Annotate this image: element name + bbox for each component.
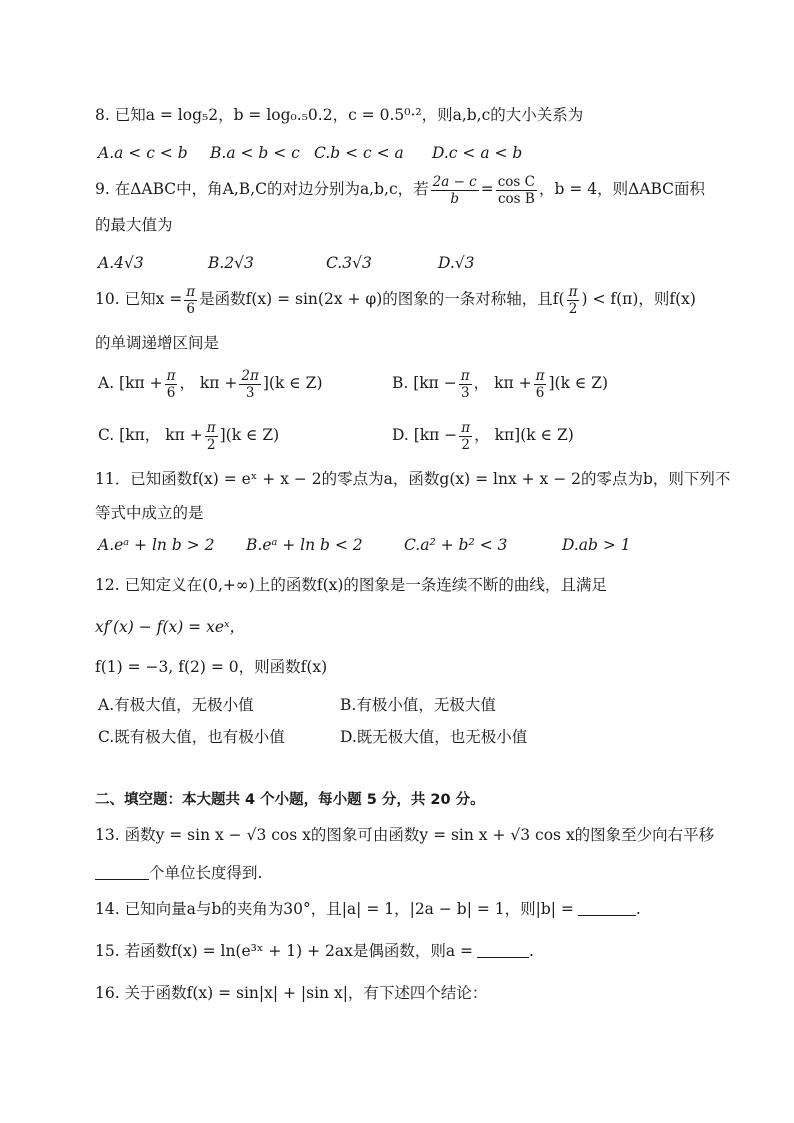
- q12-line3: f(1) = −3, f(2) = 0，则函数f(x): [95, 658, 328, 676]
- q12-option-b: B.有极小值，无极大值: [340, 696, 496, 714]
- section2-title: 二、填空题：: [95, 792, 182, 808]
- q14-blank[interactable]: [578, 915, 636, 916]
- q14-line: 14. 已知向量a与b的夹角为30°，且|a| = 1，|2a − b| = 1，则|b| = .: [95, 900, 641, 918]
- q9-fraction-2: $\frac{\text{cos C}}{\text{cos B}}$: [497, 173, 535, 207]
- q9-stem: [95, 172, 705, 207]
- q12-line2: xf′(x) − f(x) = xeˣ，: [95, 618, 246, 636]
- q11-option-a: A.eᵃ + ln b > 2: [98, 536, 215, 554]
- q8-option-c: C.b < c < a: [314, 144, 404, 162]
- q9-equals: =: [480, 180, 494, 198]
- section2-desc: 本大题共 4 个小题，每小题 5 分，共 20 分。: [182, 792, 485, 808]
- q10-fraction-2: $\frac{\pi}{2}$: [568, 283, 578, 317]
- q13-blank[interactable]: [95, 879, 149, 880]
- q12-option-c: C.既有极大值，也有极小值: [98, 728, 285, 746]
- q8-stem: 8. 已知a = log₅2，b = log₀.₅0.2，c = 0.5⁰·²，则a,b,c的大小关系为: [95, 106, 584, 124]
- q11-option-c: C.a² + b² < 3: [404, 536, 508, 554]
- q12-option-a: A.有极大值，无极小值: [98, 696, 254, 714]
- q10-stem: 10. 已知x = $\frac{\pi}{6}$ 是函数f(x) = sin(2x + φ)的图象的一条对称轴，且f( $\frac{\pi}{2}$ ) < f(π)，则f(x): [95, 283, 696, 317]
- q9-option-c: C.3√3: [326, 254, 372, 272]
- q10-line2: 的单调递增区间是: [95, 334, 220, 352]
- q15-blank[interactable]: [477, 957, 529, 958]
- q11-line1: 11．已知函数f(x) = eˣ + x − 2的零点为a，函数g(x) = lnx + x − 2的零点为b，则下列不: [95, 470, 731, 488]
- q10-fraction-1: $\frac{\pi}{6}$: [186, 283, 196, 317]
- q11-option-d: D.ab > 1: [562, 536, 631, 554]
- q13-line1: 13. 函数y = sin x − √3 cos x的图象可由函数y = sin x + √3 cos x的图象至少向右平移: [95, 826, 715, 844]
- q13-line2: 个单位长度得到.: [95, 862, 262, 884]
- q8-option-b: B.a < b < c: [210, 144, 300, 162]
- q9-option-a: A.4√3: [98, 254, 144, 272]
- q9-fraction-1: $\frac{2a - c}{b}$: [432, 173, 477, 207]
- q9-option-b: B.2√3: [208, 254, 254, 272]
- q11-option-b: B.eᵃ + ln b < 2: [246, 536, 363, 554]
- q10-option-b: B. [kπ − $\frac{\pi}{3}$ ， kπ + $\frac{\pi}{6}$ ](k ∈ Z): [392, 367, 609, 401]
- q8-option-d: D.c < a < b: [432, 144, 523, 162]
- q9-suffix: ，b = 4，则ΔABC面积: [538, 180, 706, 198]
- q16-line1: 16. 关于函数f(x) = sin|x| + |sin x|，有下述四个结论：: [95, 984, 488, 1002]
- q11-line2: 等式中成立的是: [95, 504, 204, 522]
- q10-option-c: C. [kπ， kπ + $\frac{\pi}{2}$ ](k ∈ Z): [98, 419, 280, 453]
- q9-line2: 的最大值为: [95, 216, 173, 234]
- q9-prefix: 9. 在ΔABC中，角A,B,C的对边分别为a,b,c，若: [95, 180, 429, 198]
- q12-line1: 12. 已知定义在(0,+∞)上的函数f(x)的图象是一条连续不断的曲线，且满足: [95, 576, 607, 594]
- q12-option-d: D.既无极大值，也无极小值: [340, 728, 528, 746]
- q15-line: 15. 若函数f(x) = ln(e³ˣ + 1) + 2ax是偶函数，则a = .: [95, 942, 534, 960]
- q10-option-a: A. [kπ + $\frac{\pi}{6}$ ， kπ + $\frac{2\pi}{3}$ ](k ∈ Z): [98, 367, 323, 401]
- q8-option-a: A.a < c < b: [98, 144, 188, 162]
- q9-option-d: D.√3: [438, 254, 475, 272]
- q10-option-d: D. [kπ − $\frac{\pi}{2}$ ， kπ](k ∈ Z): [392, 419, 574, 453]
- section2-heading: [95, 788, 485, 811]
